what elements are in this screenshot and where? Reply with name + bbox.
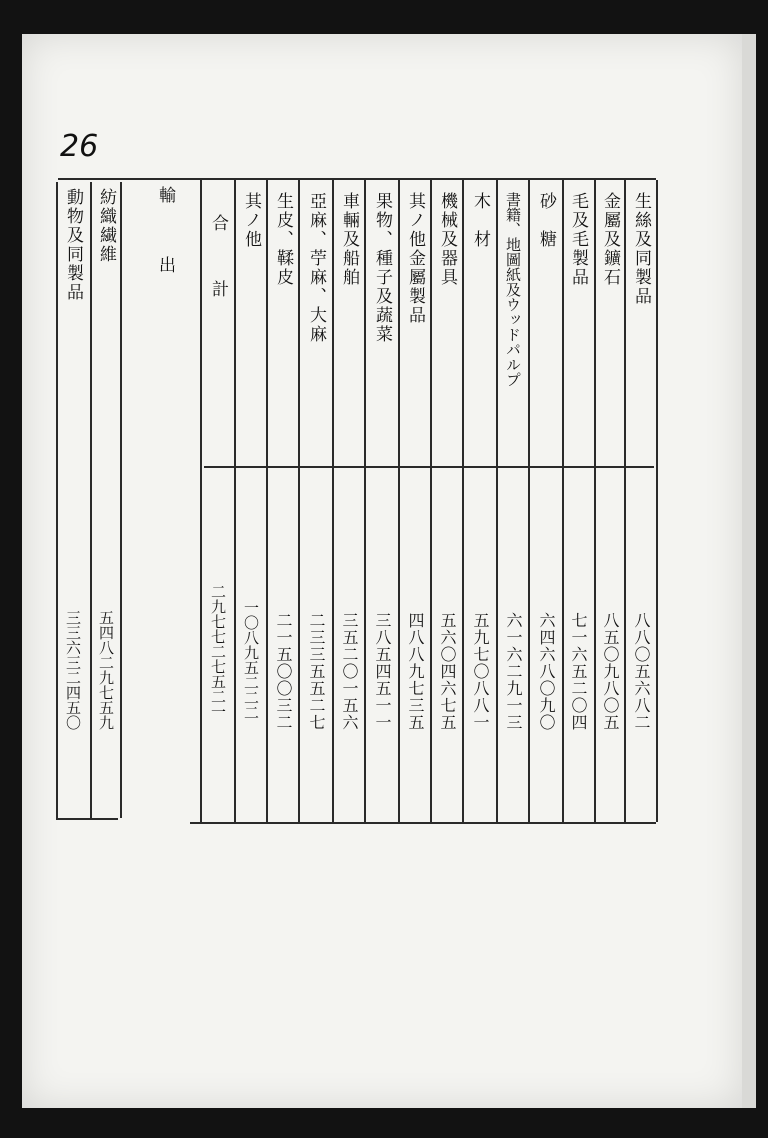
row-label: 金屬及鑛石 bbox=[600, 192, 620, 287]
exports-bottom-rule bbox=[56, 818, 118, 820]
column-rule bbox=[462, 180, 464, 822]
row-value: 二三三五五二七 bbox=[307, 612, 326, 731]
row-value: 五四八二九七五九 bbox=[97, 610, 115, 730]
table-bottom-rule bbox=[190, 822, 656, 824]
total-value: 二九七七二七五二一 bbox=[209, 584, 227, 719]
row-label: 其ノ他金屬製品 bbox=[405, 192, 425, 325]
row-value: 五九七〇八八一 bbox=[471, 612, 490, 731]
row-value: 六四六八〇九〇 bbox=[537, 612, 556, 731]
row-label: 書籍、地圖紙及ウッドパルプ bbox=[504, 192, 522, 387]
row-value: 三五二〇一五六 bbox=[340, 612, 359, 731]
row-label: 毛及毛製品 bbox=[568, 192, 588, 287]
exports-heading: 輸 出 bbox=[155, 186, 175, 291]
page-number: 26 bbox=[60, 129, 99, 164]
row-label: 其ノ他 bbox=[241, 192, 261, 249]
row-label: 車輛及船舶 bbox=[339, 192, 359, 287]
column-rule bbox=[364, 180, 366, 822]
row-label: 木 材 bbox=[470, 192, 490, 249]
row-label: 生皮、鞣皮 bbox=[273, 192, 293, 287]
row-value: 八五〇九八〇五 bbox=[601, 612, 620, 731]
row-value: 三八五四五一一 bbox=[373, 612, 392, 731]
column-rule bbox=[298, 180, 300, 822]
row-value: 二一五〇〇三二 bbox=[274, 612, 293, 731]
row-value: 四八八九七三五 bbox=[406, 612, 425, 731]
row-label: 生絲及同製品 bbox=[631, 192, 651, 306]
row-value: 六一六二九一三 bbox=[504, 612, 523, 731]
row-value: 一〇八九五二二二 bbox=[242, 600, 260, 720]
column-rule bbox=[656, 180, 658, 822]
row-value: 三三六三二四五〇 bbox=[64, 610, 82, 730]
row-label: 紡織繊維 bbox=[96, 188, 116, 264]
row-label: 果物、種子及蔬菜 bbox=[372, 192, 392, 344]
table-top-rule bbox=[58, 178, 656, 180]
row-value: 七一六五二〇四 bbox=[569, 612, 588, 731]
column-rule bbox=[234, 180, 236, 822]
total-label: 合 計 bbox=[208, 214, 228, 313]
row-label: 機械及器具 bbox=[437, 192, 457, 287]
row-label: 砂 糖 bbox=[536, 192, 556, 249]
row-value: 五六〇四六七五 bbox=[438, 612, 457, 731]
row-label: 動物及同製品 bbox=[63, 188, 83, 302]
column-rule bbox=[528, 180, 530, 822]
row-value: 八八〇五六八二 bbox=[632, 612, 651, 731]
table-header-divider bbox=[204, 466, 654, 468]
column-rule bbox=[200, 180, 202, 822]
row-label: 亞麻、苧麻、大麻 bbox=[306, 192, 326, 344]
adjacent-page-edge bbox=[742, 34, 756, 1108]
